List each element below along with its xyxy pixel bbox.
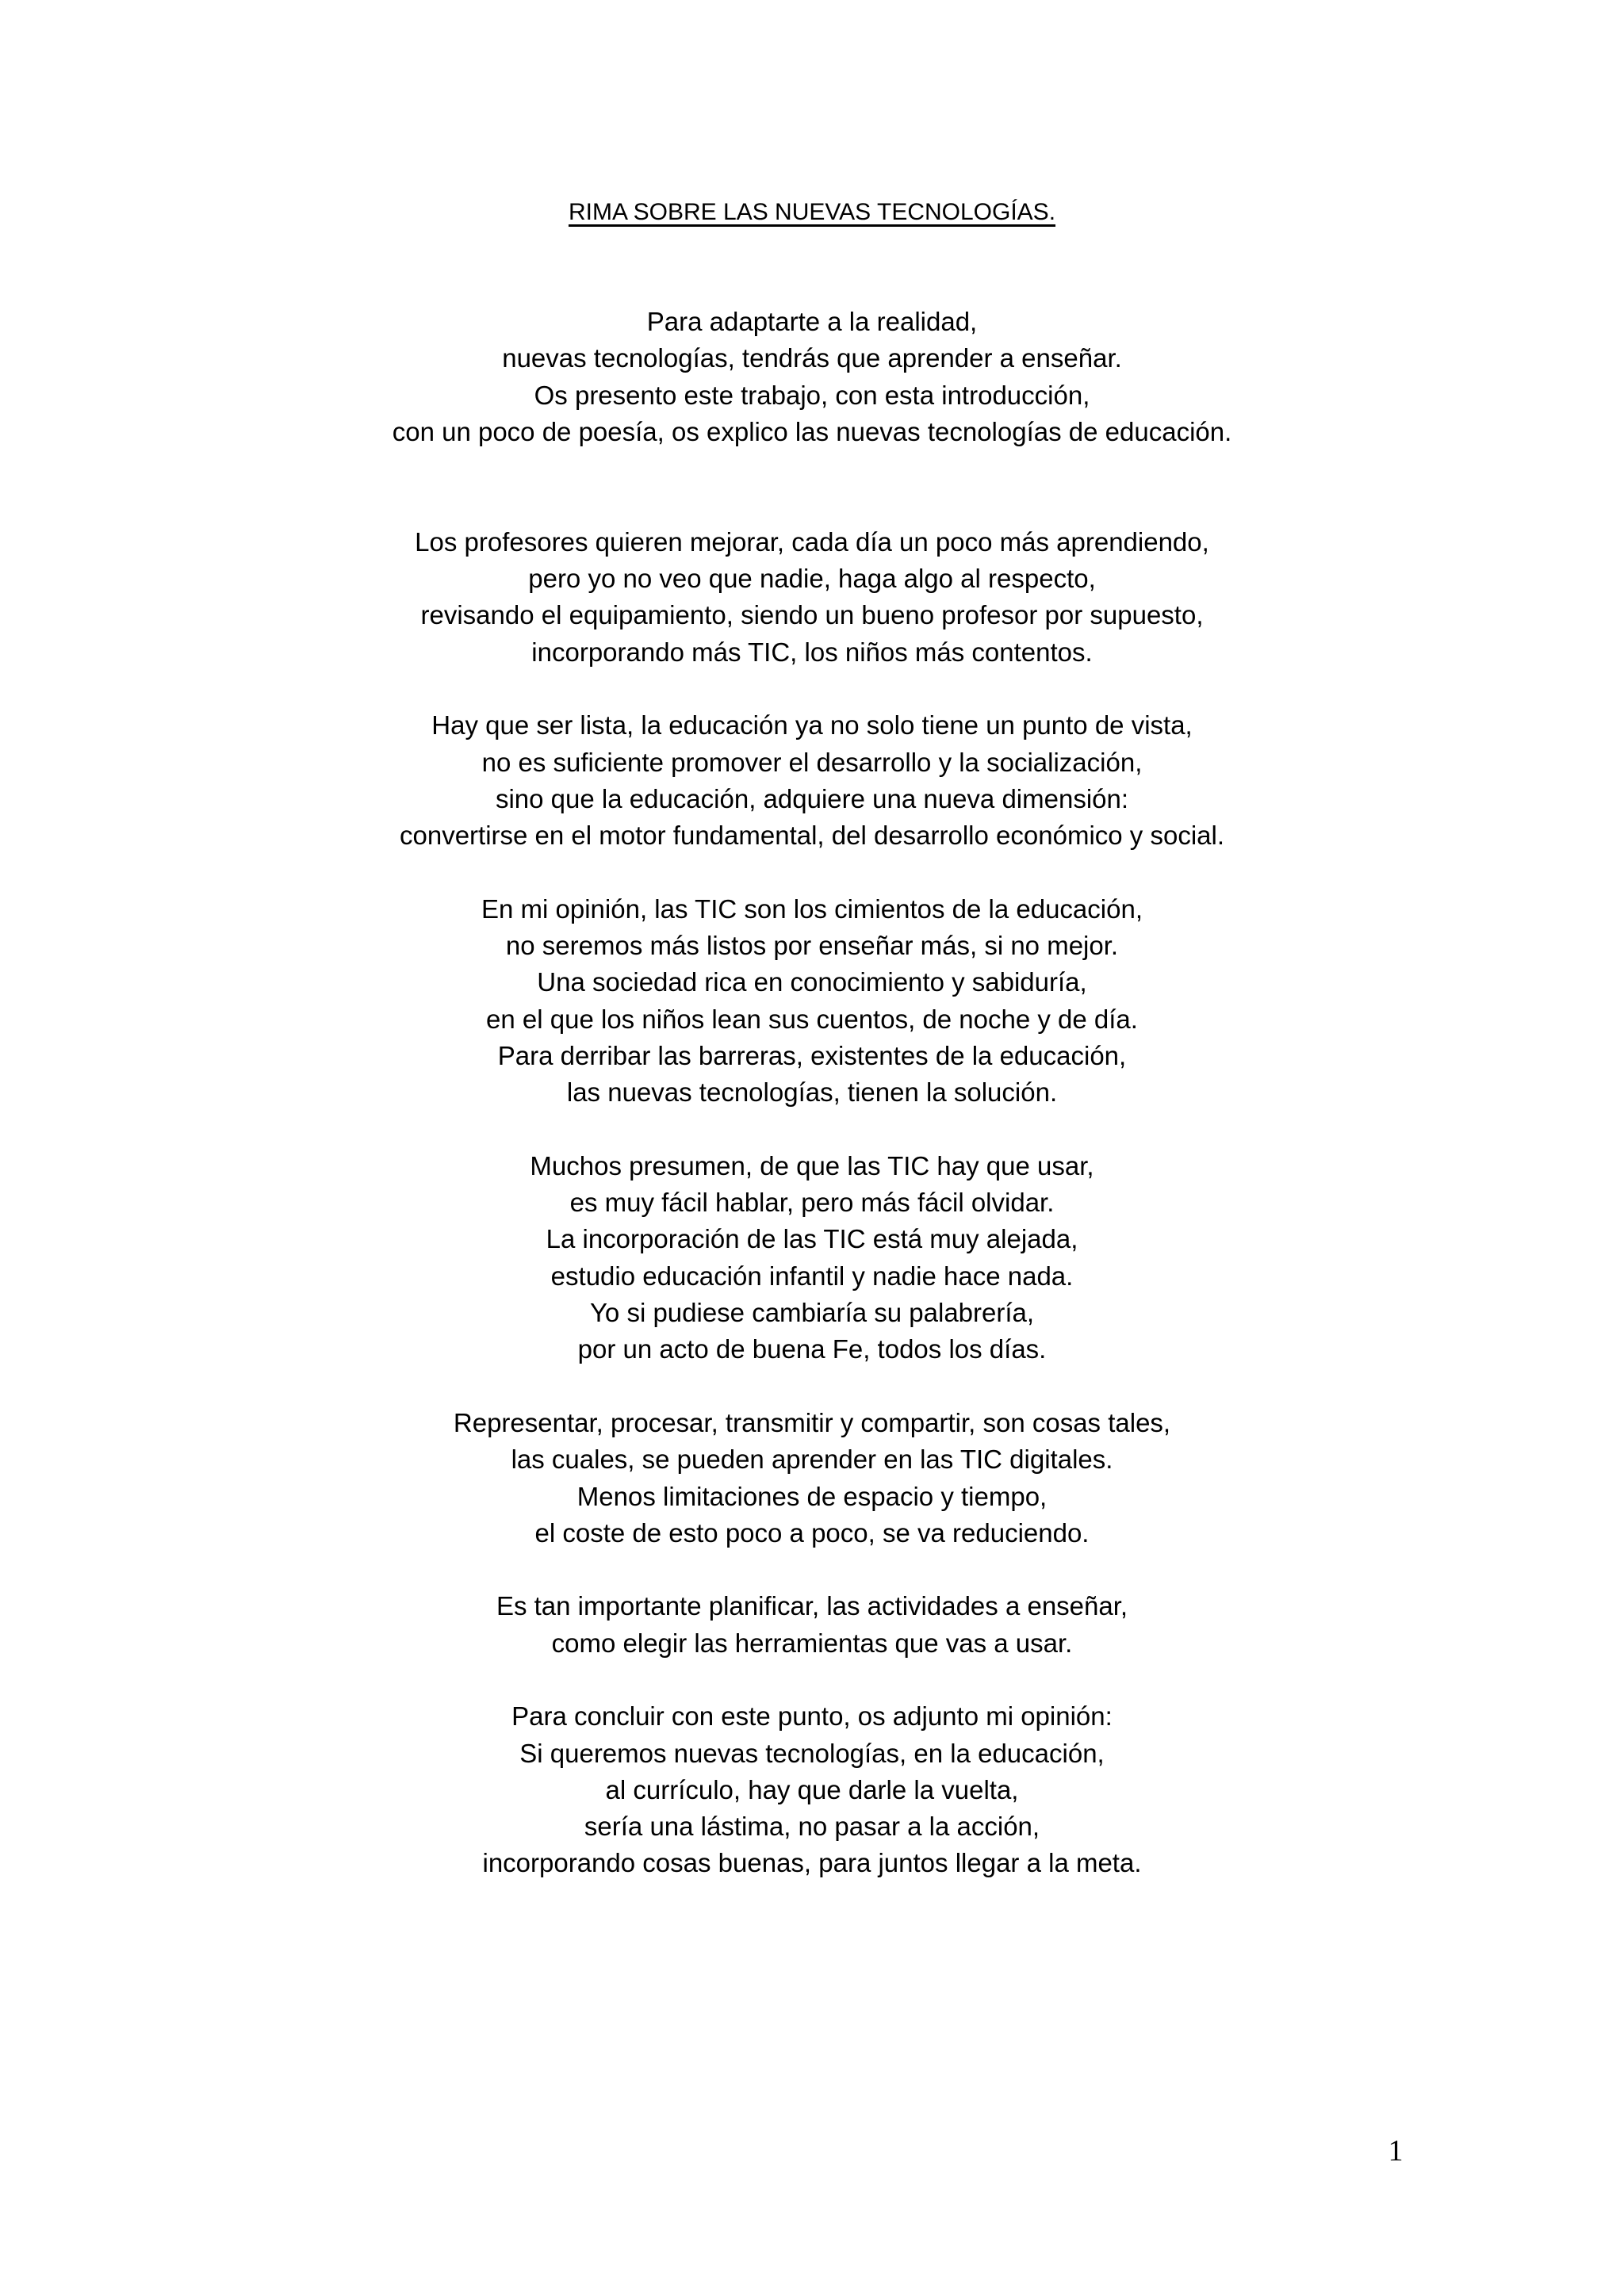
poem-line: incorporando cosas buenas, para juntos llegar a la meta. xyxy=(482,1848,1142,1878)
poem-line: es muy fácil hablar, pero más fácil olvidar. xyxy=(569,1188,1055,1218)
poem-line: Representar, procesar, transmitir y compartir, son cosas tales, xyxy=(453,1407,1171,1437)
poem-line: sería una lástima, no pasar a la acción, xyxy=(584,1812,1040,1842)
poem-line: sino que la educación, adquiere una nueva dimensión: xyxy=(495,783,1129,813)
poem-line: estudio educación infantil y nadie hace nada. xyxy=(550,1261,1074,1291)
stanza xyxy=(0,304,1624,450)
poem-line: Yo si pudiese cambiaría su palabrería, xyxy=(589,1298,1035,1328)
poem-line: con un poco de poesía, os explico las nuevas tecnologías de educación. xyxy=(392,416,1232,446)
poem-line: al currículo, hay que darle la vuelta, xyxy=(605,1774,1019,1804)
poem-line: Es tan importante planificar, las actividades a enseñar, xyxy=(496,1591,1128,1621)
poem-line: nuevas tecnologías, tendrás que aprender a enseñar. xyxy=(502,343,1122,373)
poem-body xyxy=(0,304,1624,1919)
poem-line: Para adaptarte a la realidad, xyxy=(646,307,978,336)
stanza xyxy=(0,707,1624,854)
stanza xyxy=(0,524,1624,671)
poem-line: no es suficiente promover el desarrollo y la socialización, xyxy=(481,747,1143,777)
stanza xyxy=(0,1698,1624,1881)
poem-line: Los profesores quieren mejorar, cada día un poco más aprendiendo, xyxy=(415,526,1209,557)
poem-line: en el que los niños lean sus cuentos, de noche y de día. xyxy=(486,1004,1138,1034)
poem-line: incorporando más TIC, los niños más contentos. xyxy=(531,637,1093,667)
poem-line: Para concluir con este punto, os adjunto mi opinión: xyxy=(511,1701,1113,1732)
poem-line: revisando el equipamiento, siendo un bueno profesor por supuesto, xyxy=(420,600,1204,630)
poem-line: Hay que ser lista, la educación ya no solo tiene un punto de vista, xyxy=(431,710,1193,740)
poem-line: Para derribar las barreras, existentes de la educación, xyxy=(497,1040,1127,1070)
poem-line: como elegir las herramientas que vas a usar. xyxy=(551,1628,1073,1658)
stanza xyxy=(0,1148,1624,1368)
stanza xyxy=(0,1405,1624,1552)
poem-line: Una sociedad rica en conocimiento y sabiduría, xyxy=(537,967,1087,997)
stanza xyxy=(0,1588,1624,1662)
poem-line: convertirse en el motor fundamental, del desarrollo económico y social. xyxy=(399,821,1224,851)
poem-line: En mi opinión, las TIC son los cimientos de la educación, xyxy=(481,894,1143,924)
poem-line: Os presento este trabajo, con esta introducción, xyxy=(534,380,1090,410)
document-title: RIMA SOBRE LAS NUEVAS TECNOLOGÍAS. xyxy=(568,199,1056,225)
poem-line: La incorporación de las TIC está muy alejada, xyxy=(546,1224,1078,1254)
poem-line: Menos limitaciones de espacio y tiempo, xyxy=(576,1481,1048,1511)
poem-line: Si queremos nuevas tecnologías, en la educación, xyxy=(519,1738,1105,1768)
page-number: 1 xyxy=(1388,2134,1404,2168)
poem-line: por un acto de buena Fe, todos los días. xyxy=(577,1334,1047,1364)
poem-line: pero yo no veo que nadie, haga algo al respecto, xyxy=(528,564,1096,594)
poem-line: el coste de esto poco a poco, se va reduciendo. xyxy=(534,1517,1090,1548)
poem-line: las nuevas tecnologías, tienen la solución. xyxy=(566,1077,1058,1108)
poem-line: no seremos más listos por enseñar más, si no mejor. xyxy=(505,931,1119,961)
stanza xyxy=(0,891,1624,1112)
poem-line: las cuales, se pueden aprender en las TIC digitales. xyxy=(511,1445,1113,1475)
poem-line: Muchos presumen, de que las TIC hay que usar, xyxy=(530,1150,1094,1181)
